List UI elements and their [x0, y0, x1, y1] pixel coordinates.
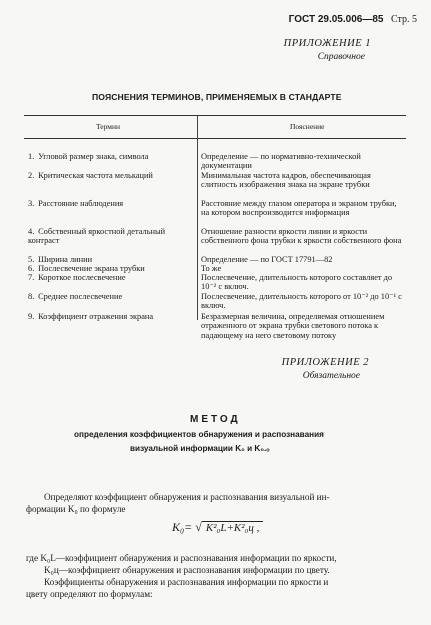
table-row-term: 4. Собственный яркостной детальный контраст	[28, 227, 166, 246]
sqrt-icon: √	[195, 520, 202, 534]
paragraph-line: формации K₀ по формуле	[26, 504, 126, 514]
page-header	[289, 14, 417, 25]
section-title: ПОЯСНЕНИЯ ТЕРМИНОВ, ПРИМЕНЯЕМЫХ В СТАНДАРТЕ	[92, 92, 342, 102]
table-row-expl: Отношение разности яркости линии и яркости собственного фона трубки к яркости собственного фона	[201, 227, 402, 246]
table-row-expl: Определение — по нормативно-технической документации	[201, 152, 361, 171]
table-row-term: 6. Послесвечение экрана трубки	[28, 264, 145, 273]
page-number: Стр. 5	[390, 14, 417, 25]
method-subtitle-line2: визуальной информации K₀ и K₀.ₒ	[130, 444, 270, 453]
table-row-term: 3. Расстояние наблюдения	[28, 199, 124, 208]
table-row-term: 2. Критическая частота мелькаций	[28, 171, 153, 180]
table-row-expl: Расстояние между глазом оператора и экраном трубки, на котором воспроизводится информация	[201, 199, 397, 218]
table-row-term: 9. Коэффициент отражения экрана	[28, 312, 154, 321]
formula	[172, 520, 263, 535]
table-row-expl: Послесвечение, длительность которого от 10⁻² до 10⁻¹ с включ.	[201, 292, 402, 311]
terms-table	[24, 115, 406, 320]
table-top-border	[24, 115, 406, 116]
appendix1-title: ПРИЛОЖЕНИЕ 1	[283, 38, 371, 49]
table-header-term: Термин	[96, 122, 121, 131]
table-row-expl: Определение — по ГОСТ 17791—82	[201, 255, 333, 264]
table-row-expl: Послесвечение, длительность которого составляет до 10⁻² с включ.	[201, 273, 393, 292]
appendix2-title: ПРИЛОЖЕНИЕ 2	[281, 357, 369, 368]
appendix2-subtitle: Обязательное	[302, 371, 360, 381]
table-header-border	[24, 138, 406, 139]
table-row-expl: Безразмерная величина, определяемая отношением отраженного от экрана трубки светового потока к падающему на него световому потоку	[201, 312, 385, 340]
table-row-term: 8. Среднее послесвечение	[28, 292, 123, 301]
table-column-divider	[197, 115, 198, 320]
table-row-term: 1. Угловой размер знака, символа	[28, 152, 149, 161]
table-header-explanation: Пояснение	[290, 122, 325, 131]
standard-number: ГОСТ 29.05.006—85	[288, 14, 384, 25]
method-subtitle-line1: определения коэффициентов обнаружения и распознавания	[74, 430, 324, 439]
table-row-expl: То же	[201, 264, 222, 273]
method-title: МЕТОД	[190, 414, 241, 425]
paragraph-line: K₀ц—коэффициент обнаружения и распознавания информации по цвету.	[44, 565, 330, 575]
formula-lhs: K₀=	[172, 520, 193, 534]
appendix1-subtitle: Справочное	[317, 52, 365, 62]
table-row-term: 7. Короткое послесвечение	[28, 273, 126, 282]
paragraph-line: Определяют коэффициент обнаружения и распознавания визуальной ин-	[44, 492, 330, 502]
table-row-expl: Минимальная частота кадров, обеспечивающая слитность изображения знака на экране трубки	[201, 171, 371, 190]
table-row-term: 5. Ширина линии	[28, 255, 93, 264]
paragraph-line: Коэффициенты обнаружения и распознавания информации по яркости и	[44, 577, 329, 587]
paragraph-line: цвету определяют по формулам:	[26, 589, 153, 599]
formula-rhs: K²₀L+K²₀ц ,	[202, 521, 263, 534]
paragraph-line: где K₀L—коэффициент обнаружения и распознавания информации по яркости,	[26, 553, 337, 563]
